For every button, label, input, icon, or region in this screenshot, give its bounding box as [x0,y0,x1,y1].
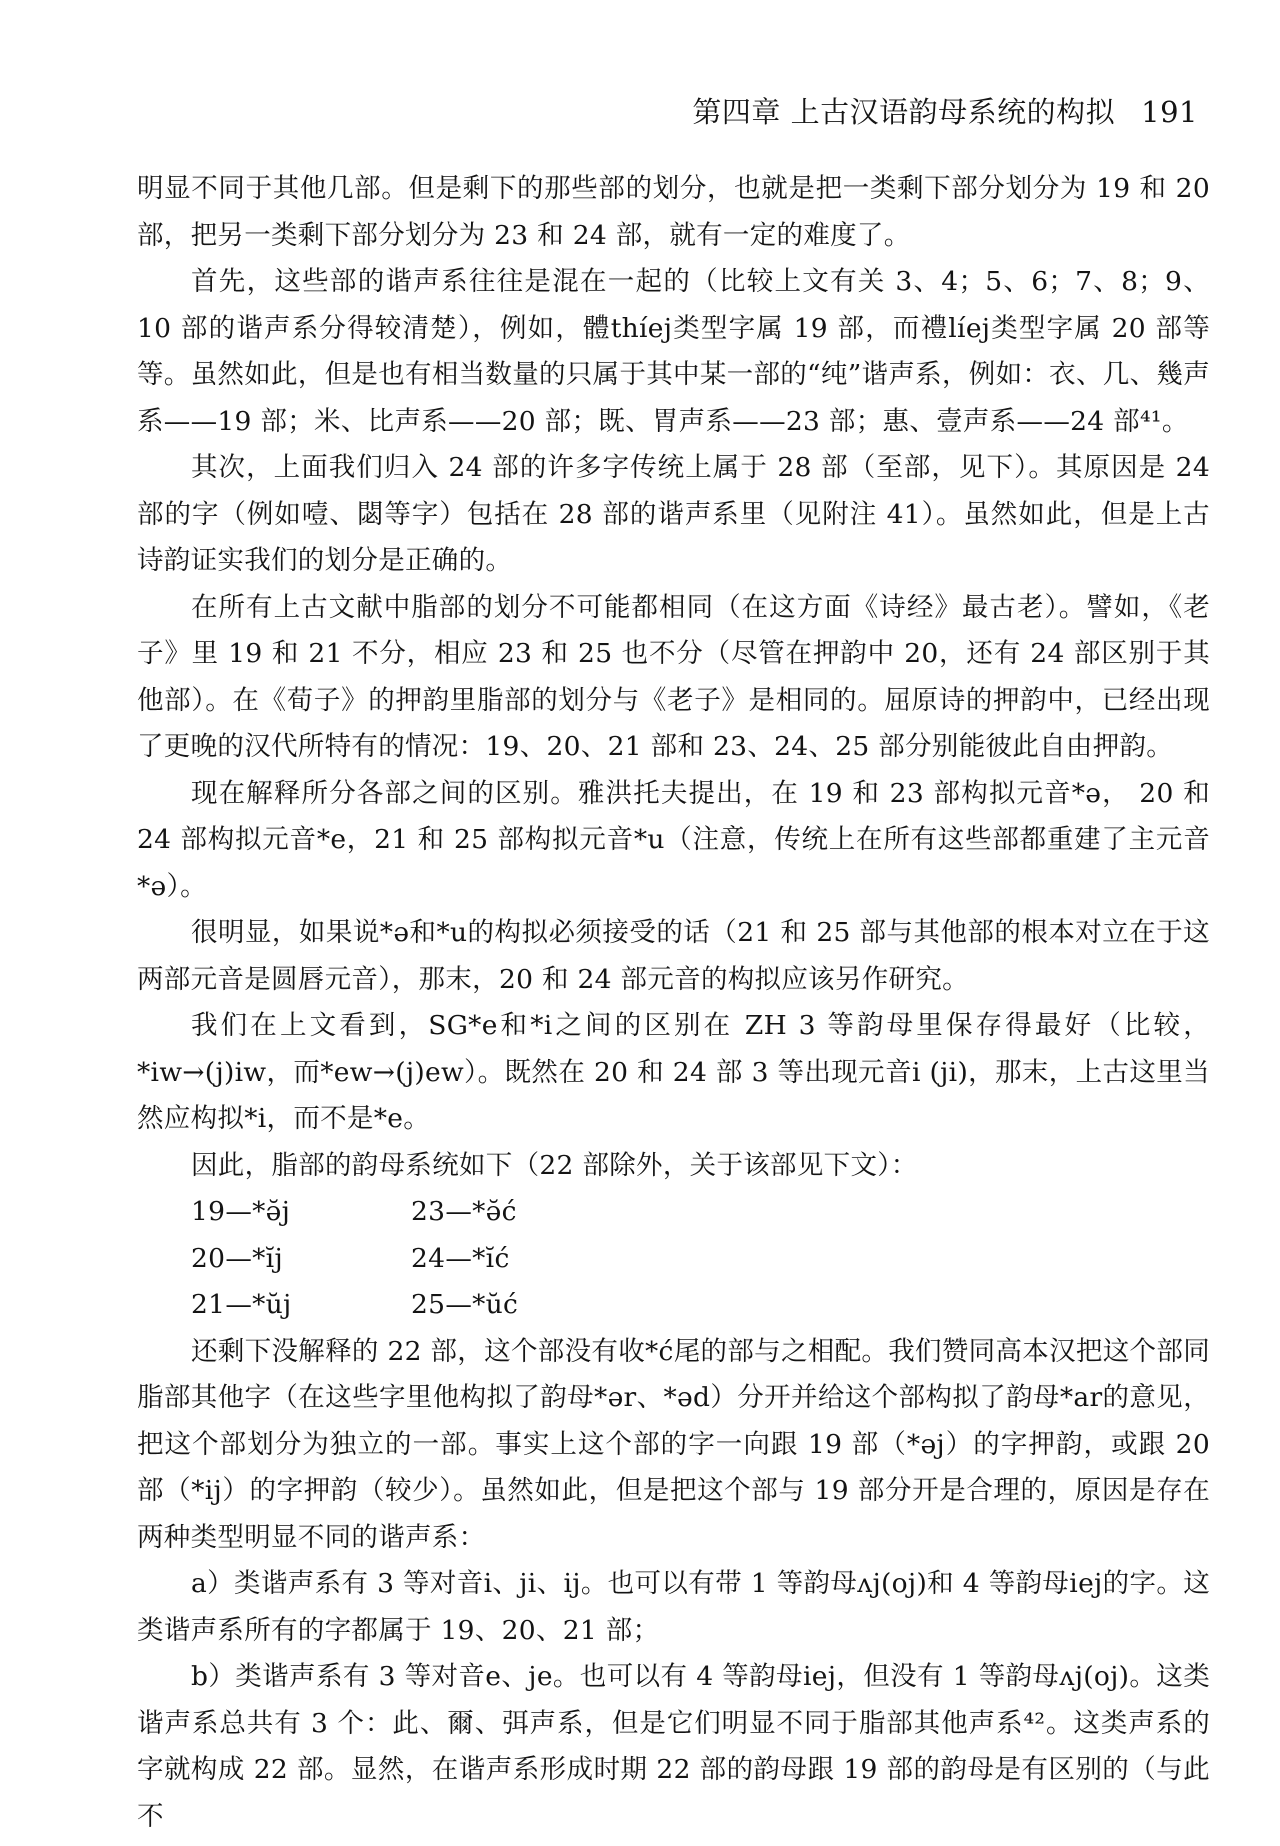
rhyme-right: 25—*ŭć [411,1289,519,1320]
paragraph: 在所有上古文献中脂部的划分不可能都相同（在这方面《诗经》最古老）。譬如，《老子》里 19 和 21 不分，相应 23 和 25 也不分（尽管在押韵中 20，还有 24 部区别于其他部）。在《荀子》的押韵里脂部的划分与《老子》是相同的。屈原诗的押韵中，已经出现了更晚的汉代所特有的情况：19、20、21 部和 23、24、25 部分别能彼此自由押韵。 [137,591,1210,762]
paragraph: 因此，脂部的韵母系统如下（22 部除外，关于该部见下文）： [191,1149,918,1181]
paragraph: 首先，这些部的谐声系往往是混在一起的（比较上文有关 3、4；5、6；7、8；9、10 部的谐声系分得较清楚），例如，體thíej类型字属 19 部，而禮líej类型字属 20 部等等。虽然如此，但是也有相当数量的只属于其中某一部的“纯”谐声系，例如：衣、几、幾声系——19 部；米、比声系——20 部；既、胃声系——23 部；惠、壹声系——24 部⁴¹。 [137,266,1210,437]
chapter-title: 第四章 上古汉语韵母系统的构拟 [692,95,1116,129]
rhyme-table [137,1189,1210,1329]
rhyme-row [191,1282,1210,1329]
rhyme-left: 20—*ĭj [191,1242,283,1274]
rhyme-left: 21—*ŭj [191,1289,292,1320]
rhyme-right: 24—*ĭć [411,1242,510,1274]
paragraph: 还剩下没解释的 22 部，这个部没有收*ć尾的部与之相配。我们赞同高本汉把这个部同脂部其他字（在这些字里他构拟了韵母*ər、*əd）分开并给这个部构拟了韵母*ar的意见，把这个部划分为独立的一部。事实上这个部的字一向跟 19 部（*əj）的字押韵，或跟 20 部（*ij）的字押韵（较少）。虽然如此，但是把这个部与 19 部分开是合理的，原因是存在两种类型明显不同的谐声系： [137,1335,1210,1553]
page-number: 191 [1141,95,1198,129]
paragraph: 现在解释所分各部之间的区别。雅洪托夫提出，在 19 和 23 部构拟元音*ə， 20 和 24 部构拟元音*e，21 和 25 部构拟元音*u（注意，传统上在所有这些部都重建了主元音*ə）。 [137,777,1210,902]
body-text [137,166,1210,1840]
rhyme-row [191,1189,1210,1236]
paragraph: 很明显，如果说*ə和*u的构拟必须接受的话（21 和 25 部与其他部的根本对立在于这两部元音是圆唇元音），那末，20 和 24 部元音的构拟应该另作研究。 [137,917,1210,995]
rhyme-left: 19—*ə̆j [191,1196,291,1227]
rhyme-right: 23—*ə̆ć [411,1196,517,1227]
paragraph: b）类谐声系有 3 等对音e、je。也可以有 4 等韵母iej，但没有 1 等韵母ʌj(oj)。这类谐声系总共有 3 个：此、爾、弭声系，但是它们明显不同于脂部其他声系⁴²。这类声系的字就构成 22 部。显然，在谐声系形成时期 22 部的韵母跟 19 部的韵母是有区别的（与此不 [137,1661,1210,1832]
rhyme-row [191,1236,1210,1283]
paragraph: 其次，上面我们归入 24 部的许多字传统上属于 28 部（至部，见下）。其原因是 24 部的字（例如噎、閟等字）包括在 28 部的谐声系里（见附注 41）。虽然如此，但是上古诗韵证实我们的划分是正确的。 [137,452,1210,576]
running-head [692,92,1198,132]
paragraph: a）类谐声系有 3 等对音i、ji、ij。也可以有带 1 等韵母ʌj(oj)和 4 等韵母iej的字。这类谐声系所有的字都属于 19、20、21 部； [137,1568,1210,1646]
paragraph: 我们在上文看到，SG*e和*i之间的区别在 ZH 3 等韵母里保存得最好（比较，*iw→(j)iw，而*ew→(j)ew）。既然在 20 和 24 部 3 等出现元音i (ji)，那末，上古这里当然应构拟*i，而不是*e。 [137,1010,1210,1134]
paragraph: 明显不同于其他几部。但是剩下的那些部的划分，也就是把一类剩下部分划分为 19 和 20 部，把另一类剩下部分划分为 23 和 24 部，就有一定的难度了。 [137,173,1210,251]
